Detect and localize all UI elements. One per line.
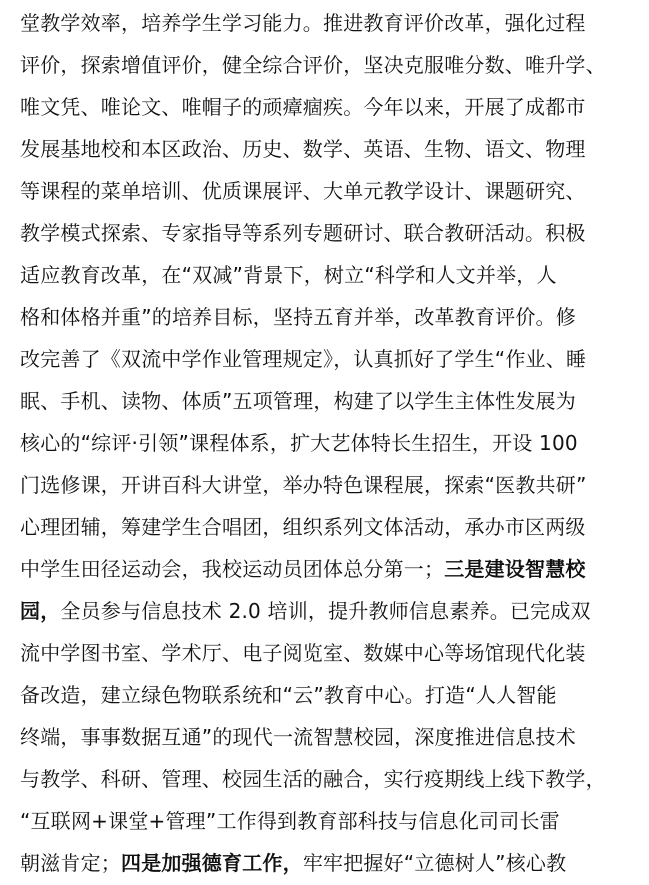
text-segment: 堂教学效率，培养学生学习能力。推进教育评价改革，强化过程 — [20, 11, 586, 35]
text-line-10 — [20, 380, 632, 422]
text-line-7 — [20, 254, 632, 296]
text-line-12 — [20, 464, 632, 506]
bold-heading-segment: 四是加强德育工作， — [121, 851, 303, 875]
text-segment: 核心的“综评·引领”课程体系，扩大艺体特长生招生，开设 100 — [20, 431, 578, 455]
text-segment: “互联网+课堂+管理”工作得到教育部科技与信息化司司长雷 — [20, 809, 560, 833]
text-segment: 眠、手机、读物、体质”五项管理，构建了以学生主体性发展为 — [20, 389, 576, 413]
text-line-6 — [20, 212, 632, 254]
text-line-11 — [20, 422, 632, 464]
text-segment: 牢牢把握好“立德树人”核心教 — [302, 851, 567, 875]
text-line-16 — [20, 632, 632, 674]
text-segment: 唯文凭、唯论文、唯帽子的顽瘴痼疾。今年以来，开展了成都市 — [20, 95, 586, 119]
text-segment: 门选修课，开讲百科大讲堂，举办特色课程展，探索“医教共研” — [20, 473, 587, 497]
text-segment: 格和体格并重”的培养目标，坚持五育并举，改革教育评价。修 — [20, 305, 576, 329]
text-line-1 — [20, 2, 632, 44]
text-line-19 — [20, 758, 632, 800]
text-segment: 备改造，建立绿色物联系统和“云”教育中心。打造“人人智能 — [20, 683, 557, 707]
text-segment: 终端，事事数据互通”的现代一流智慧校园，深度推进信息技术 — [20, 725, 576, 749]
text-segment: 全员参与信息技术 2.0 培训，提升教师信息素养。已完成双 — [60, 599, 591, 623]
text-segment: 教学模式探索、专家指导等系列专题研讨、联合教研活动。积极 — [20, 221, 586, 245]
text-line-15 — [20, 590, 632, 632]
bold-heading-segment: 园， — [20, 599, 61, 623]
text-segment: 等课程的菜单培训、优质课展评、大单元教学设计、课题研究、 — [20, 179, 586, 203]
text-segment: 与教学、科研、管理、校园生活的融合，实行疫期线上线下教学， — [20, 767, 606, 791]
text-line-5 — [20, 170, 632, 212]
text-line-4 — [20, 128, 632, 170]
text-line-8 — [20, 296, 632, 338]
text-segment: 发展基地校和本区政治、历史、数学、英语、生物、语文、物理 — [20, 137, 586, 161]
text-segment: 中学生田径运动会，我校运动员团体总分第一； — [20, 557, 445, 581]
bold-heading-segment: 三是建设智慧校 — [444, 557, 586, 581]
text-line-17 — [20, 674, 632, 716]
text-line-20 — [20, 800, 632, 842]
text-segment: 朝滋肯定； — [20, 851, 121, 875]
text-line-3 — [20, 86, 632, 128]
text-line-9 — [20, 338, 632, 380]
text-line-18 — [20, 716, 632, 758]
text-segment: 心理团辅，筹建学生合唱团，组织系列文体活动，承办市区两级 — [20, 515, 586, 539]
text-line-13 — [20, 506, 632, 548]
text-line-14 — [20, 548, 632, 590]
text-line-2 — [20, 44, 632, 86]
text-segment: 适应教育改革，在“双减”背景下，树立“科学和人文并举，人 — [20, 263, 557, 287]
text-line-21 — [20, 842, 632, 884]
text-segment: 流中学图书室、学术厅、电子阅览室、数媒中心等场馆现代化装 — [20, 641, 586, 665]
text-segment: 评价，探索增值评价，健全综合评价，坚决克服唯分数、唯升学、 — [20, 53, 606, 77]
text-segment: 改完善了《双流中学作业管理规定》，认真抓好了学生“作业、睡 — [20, 347, 587, 371]
